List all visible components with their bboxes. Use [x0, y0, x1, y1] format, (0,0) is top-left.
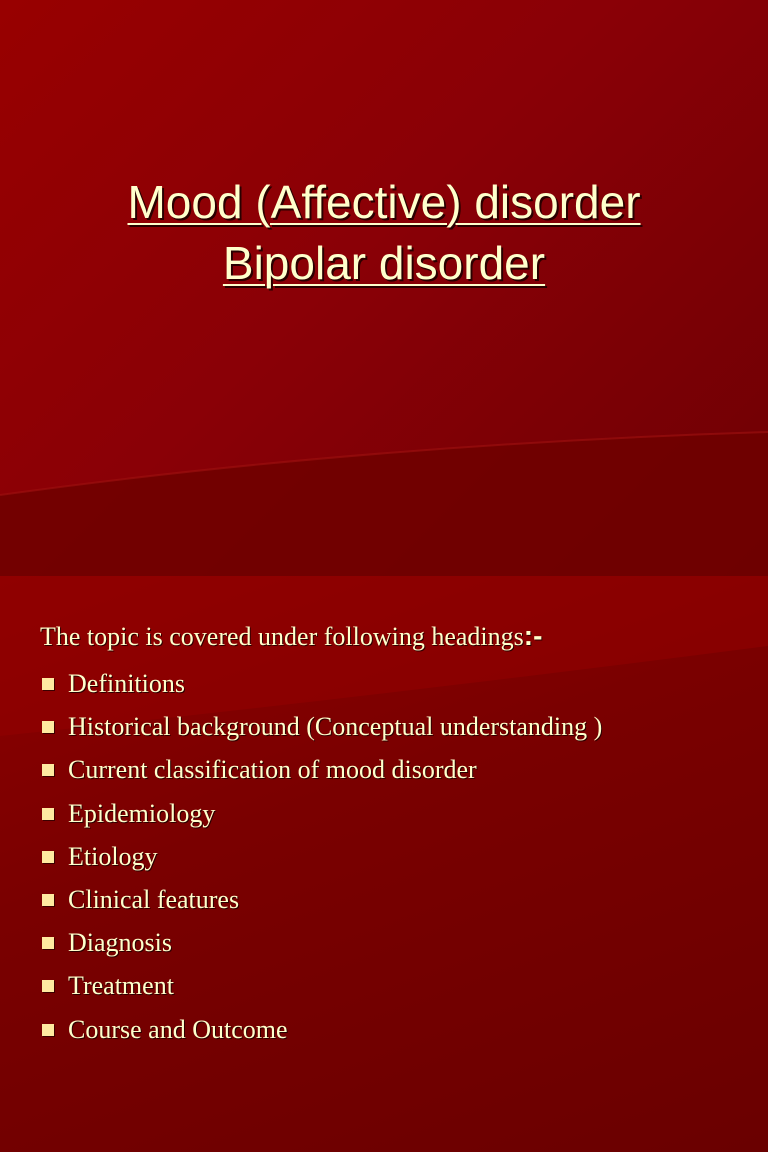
square-bullet-icon [42, 894, 54, 906]
heading-label: Treatment [68, 971, 174, 1001]
list-item [40, 835, 760, 878]
heading-label: Definitions [68, 669, 185, 698]
title-line-2: Bipolar disorder [222, 237, 546, 289]
list-item [40, 921, 760, 964]
square-bullet-icon [42, 721, 54, 733]
slide-title [0, 172, 768, 294]
list-item [40, 705, 760, 748]
list-item [40, 748, 760, 791]
heading-label: Epidemiology [68, 798, 216, 828]
square-bullet-icon [42, 980, 54, 992]
intro-separator: :- [523, 620, 543, 651]
square-bullet-icon [42, 764, 54, 776]
intro-text: The topic is covered under following headings [40, 622, 524, 651]
heading-label: Diagnosis [68, 928, 172, 958]
square-bullet-icon [42, 937, 54, 949]
heading-label: Etiology [68, 841, 158, 871]
square-bullet-icon [42, 808, 54, 820]
list-item [40, 792, 760, 835]
list-item [40, 662, 760, 705]
square-bullet-icon [42, 851, 54, 863]
list-item [40, 1008, 760, 1051]
heading-label: Current classification of mood disorder [68, 755, 477, 785]
outline-content [40, 618, 760, 1051]
intro-line [40, 618, 760, 662]
heading-label: Historical background (Conceptual understanding ) [68, 712, 603, 742]
square-bullet-icon [42, 1024, 54, 1036]
list-item [40, 878, 760, 921]
heading-label: Clinical features [68, 884, 240, 914]
outline-slide [0, 576, 768, 1152]
list-item [40, 964, 760, 1007]
heading-label: Course and Outcome [68, 1014, 288, 1044]
square-bullet-icon [42, 678, 54, 690]
title-line-1: Mood (Affective) disorder [127, 176, 641, 228]
headings-list [40, 662, 760, 1051]
